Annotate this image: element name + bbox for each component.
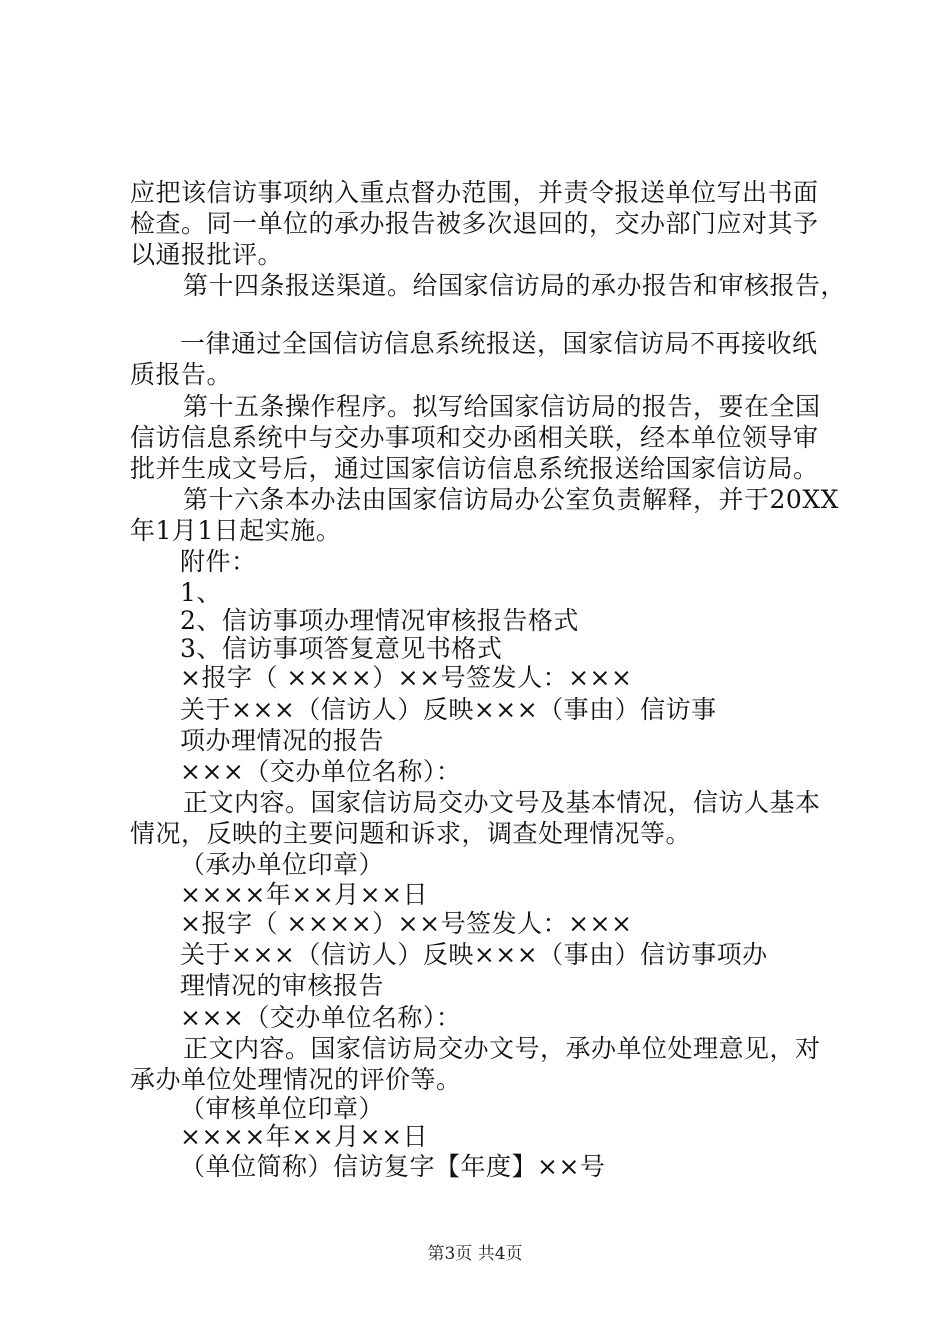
body-text-line: 承办单位处理情况的评价等。 bbox=[130, 1065, 462, 1094]
attachment-item: 3、信访事项答复意见书格式 bbox=[180, 634, 503, 663]
body-text-line: 以通报批评。 bbox=[130, 240, 284, 269]
seal-line: （审核单位印章） bbox=[180, 1094, 385, 1123]
body-text-line: 信访信息系统中与交办事项和交办函相关联，经本单位领导审 bbox=[130, 423, 819, 452]
body-text-line: 正文内容。国家信访局交办文号，承办单位处理意见，对 bbox=[183, 1034, 821, 1063]
article-14-heading: 第十四条报送渠道。给国家信访局的承办报告和审核报告， bbox=[183, 271, 847, 300]
page-footer: 第3页 共4页 bbox=[427, 1244, 523, 1264]
article-16-heading: 第十六条本办法由国家信访局办公室负责解释，并于20XX bbox=[183, 485, 839, 514]
report-title-line: 关于×××（信访人）反映×××（事由）信访事 bbox=[180, 695, 717, 724]
seal-line: （承办单位印章） bbox=[180, 850, 385, 879]
report-title-line: 项办理情况的报告 bbox=[180, 726, 385, 755]
reply-number-line: （单位简称）信访复字【年度】××号 bbox=[180, 1152, 606, 1181]
attachments-label: 附件： bbox=[180, 547, 257, 576]
attachment-item: 1、 bbox=[180, 578, 222, 607]
body-text-line: 批并生成文号后，通过国家信访信息系统报送给国家信访局。 bbox=[130, 454, 819, 483]
addressee-line: ×××（交办单位名称）： bbox=[180, 757, 462, 786]
date-line: ××××年××月××日 bbox=[180, 880, 429, 909]
body-text-line: 年1月1日起实施。 bbox=[130, 516, 342, 545]
body-text-line: 一律通过全国信访信息系统报送，国家信访局不再接收纸 bbox=[180, 329, 818, 358]
date-line: ××××年××月××日 bbox=[180, 1122, 429, 1151]
addressee-line: ×××（交办单位名称）： bbox=[180, 1003, 462, 1032]
document-number-line: ×报字（ ××××）××号签发人：××× bbox=[180, 909, 633, 938]
body-text-line: 检查。同一单位的承办报告被多次退回的，交办部门应对其予 bbox=[130, 209, 819, 238]
report-title-line: 关于×××（信访人）反映×××（事由）信访事项办 bbox=[180, 940, 768, 969]
report-title-line: 理情况的审核报告 bbox=[180, 971, 385, 1000]
article-15-heading: 第十五条操作程序。拟写给国家信访局的报告，要在全国 bbox=[183, 392, 821, 421]
attachment-item: 2、信访事项办理情况审核报告格式 bbox=[180, 606, 579, 635]
document-number-line: ×报字（ ××××）××号签发人：××× bbox=[180, 663, 633, 692]
body-text-line: 正文内容。国家信访局交办文号及基本情况，信访人基本 bbox=[183, 788, 821, 817]
body-text-line: 应把该信访事项纳入重点督办范围，并责令报送单位写出书面 bbox=[130, 178, 819, 207]
body-text-line: 情况，反映的主要问题和诉求，调查处理情况等。 bbox=[130, 819, 692, 848]
body-text-line: 质报告。 bbox=[130, 360, 233, 389]
